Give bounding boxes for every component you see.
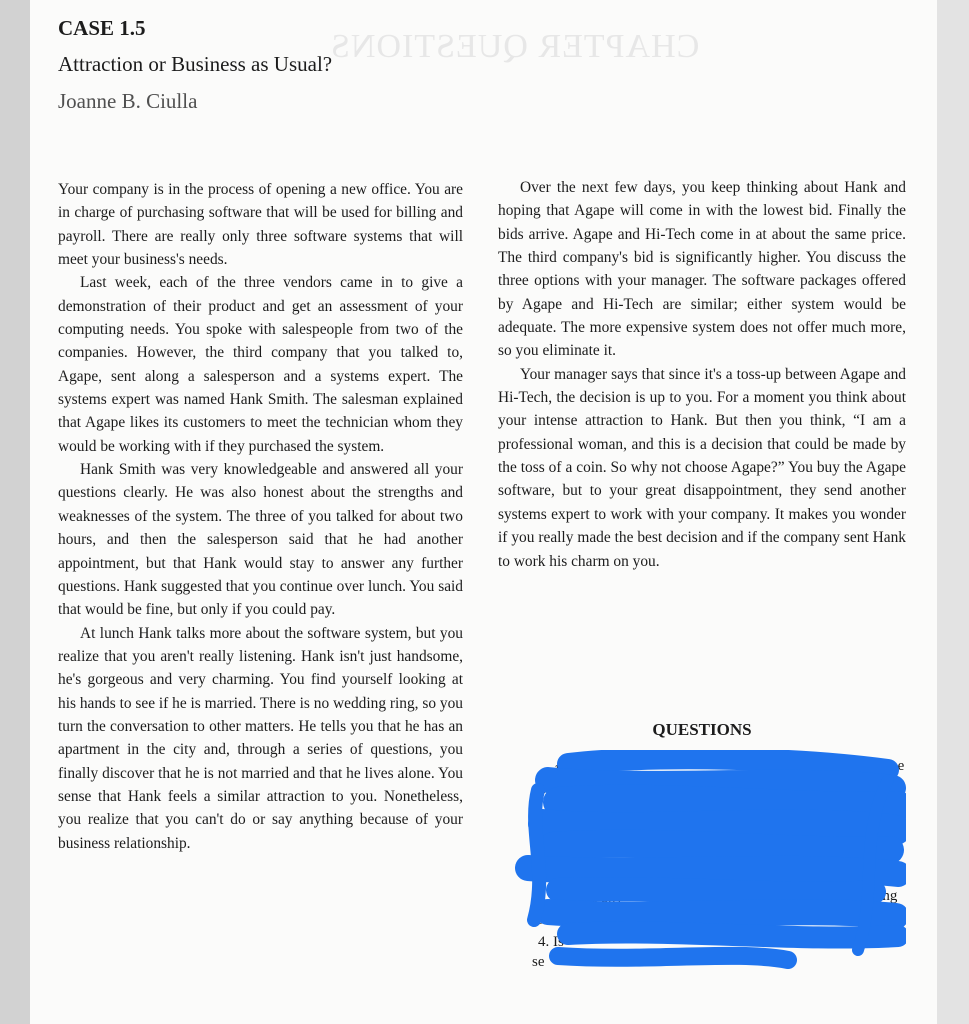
redaction-scribble [498,750,906,980]
paragraph: Hank Smith was very knowledgeable and answered all your questions clearly. He was also honest about the strengths and weaknesses of the system. The three of you talked for about two hours, and then the salesperson said that he had another appointment, but that Hank would stay to answer any further questions. Hank suggested that you continue over lunch. You said that would be fine, but only if you could pay. [58,461,463,619]
paragraph: Your company is in the process of opening a new office. You are in charge of purchasing software that will be used for billing and payroll. There are really only three software systems that will meet your business's needs. [58,181,463,269]
redaction-stroke [568,932,898,937]
redaction-stroke [568,758,888,770]
redaction-stroke [534,790,539,920]
question-fragment: or [532,848,545,864]
redaction-stroke [558,889,874,894]
redaction-stroke [528,868,898,874]
questions-heading: QUESTIONS [652,720,752,739]
case-author: Joanne B. Ciulla [58,89,198,113]
question-fragment: nt, [882,828,898,844]
question-fragment: on [532,806,547,822]
case-title: Attraction or Business as Usual? [58,52,333,76]
question-fragment: ting [874,888,898,904]
question-fragment: le in [880,930,907,946]
question-fragment: e com- [858,848,900,864]
question-fragment: 4. Is [538,934,564,950]
bleed-through-text: CHAPTER QUESTIONS [330,28,700,65]
page-shadow-left [0,0,30,1024]
paragraph: Your manager says that since it's a toss-up between Agape and Hi-Tech, the decision is up to you. For a moment you think about your intense attraction to Hank. But then you think, “I am a professional woman, and this is a decision that could be made by the toss of a coin. So why not choose Agape?” You buy the Agape software, but to your great disappointment, they send another systems expert to work with your company. It makes you wonder if you really made the best decision and if the company sent Hank to work his charm on you. [498,365,906,570]
redaction-stroke [548,912,896,916]
question-fragment: 1. [554,762,566,778]
questions-section [498,750,906,980]
question-fragment: the [886,758,905,774]
paragraph: Over the next few days, you keep thinking about Hank and hoping that Agape will come in with the lowest bid. Finally the bids arrive. Agape and Hi-Tech come in at about the same price. The third company's bid is significantly higher. You discuss the three options with your manager. The software packages offered by Agape and Hi-Tech are similar; either system would be adequate. The more expensive system does not offer much more, so you eliminate it. [498,179,906,360]
left-column [58,178,463,855]
redaction-stroke [558,800,898,807]
book-page [30,0,937,1024]
question-fragment: 3. Is there any [538,890,623,906]
right-column [498,176,906,573]
redaction-stroke [543,824,896,830]
question-fragment: ion [884,782,904,798]
redaction-stroke [553,844,890,851]
redaction-stroke [558,956,788,960]
page-shadow-right [937,0,969,1024]
case-number: CASE 1.5 [58,16,146,40]
paragraph: At lunch Hank talks more about the software system, but you realize that you aren't really listening. Hank isn't just handsome, he's gorgeous and very charming. You find yourself looking at his hands to see if he is married. There is no wedding ring, so you turn the conversation to other matters. He tells you that he has an apartment in the city and, through a series of questions, you finally discover that he is not married and that he lives alone. You sense that Hank feels a similar attraction to you. Nonetheless, you realize that you can't do or say anything because of your business relationship. [58,624,463,852]
question-fragment: to m [532,912,560,928]
question-fragment: se [532,954,545,970]
question-fragment: co [532,782,547,798]
paragraph: Last week, each of the three vendors came in to give a demonstration of their product and get an assessment of your computing needs. You spoke with salespeople from two of the companies. However, the third company that you talked to, Agape, sent along a salesperson and a systems expert. The systems expert was named Hank Smith. The salesman explained that Agape likes its customers to meet the technician whom they would be working with if they purchased the system. [58,274,463,455]
